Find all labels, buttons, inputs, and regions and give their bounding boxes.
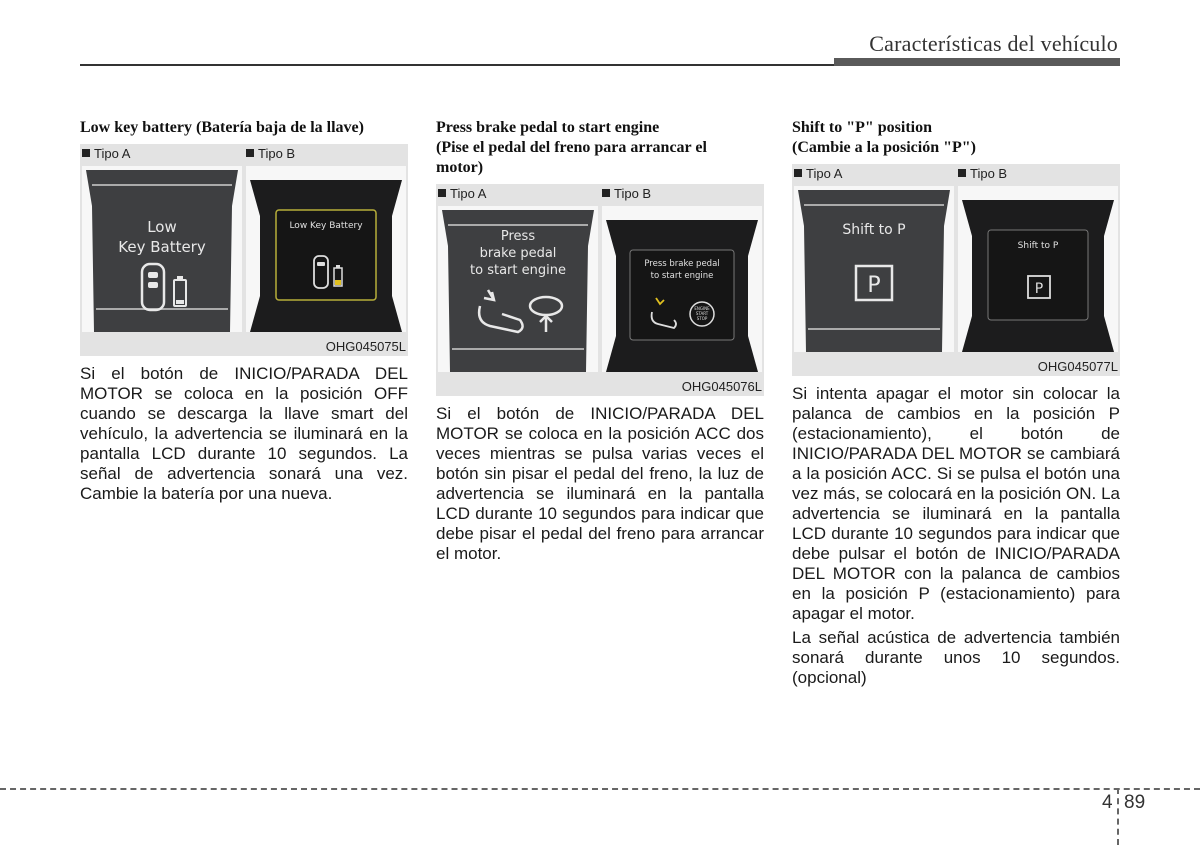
cluster-display-type-b: [602, 206, 762, 372]
body-paragraph: Si el botón de INICIO/PARADA DEL MOTOR se coloca en la posición ACC dos veces mientras se pulsa varias veces el botón sin pisar el pedal del freno, la luz de advertencia se iluminará en la pantalla LCD durante 10 segundos para indicar que debe pisar el pedal del freno para arrancar el motor.: [436, 404, 764, 563]
figure-label-type-b: Tipo B: [246, 146, 295, 161]
figure-label-type-b: Tipo B: [958, 166, 1007, 181]
figure-label-type-a: Tipo A: [438, 186, 486, 201]
section-shift-to-p: [792, 118, 1120, 688]
svg-text:P: P: [1034, 281, 1044, 297]
section-low-key-battery: [80, 118, 408, 504]
page-header-title: Características del vehículo: [869, 31, 1118, 56]
screen-text: Press brake pedal: [644, 259, 720, 269]
section-press-brake-pedal: [436, 118, 764, 564]
screen-text: brake pedal: [479, 246, 557, 261]
cluster-display-type-b: [958, 186, 1118, 352]
figure-low-key-battery: [80, 144, 408, 356]
footer-rule: [0, 788, 1200, 790]
screen-text: Key Battery: [118, 238, 206, 256]
cluster-display-type-a: [82, 166, 242, 332]
cluster-display-type-a: [794, 186, 954, 352]
cluster-display-type-b: [246, 166, 406, 332]
heading-line: Press brake pedal to start engine: [436, 119, 660, 136]
screen-text: Low Key Battery: [289, 221, 363, 231]
body-paragraph: La señal acústica de advertencia también sonará durante unos 10 segundos. (opcional): [792, 628, 1120, 687]
heading-line: (Pise el pedal del freno para arrancar el: [436, 139, 707, 156]
header-rule-accent: [834, 58, 1120, 66]
figure-label-type-a: Tipo A: [82, 146, 130, 161]
figure-code: OHG045077L: [1037, 359, 1118, 374]
figure-label-type-b: Tipo B: [602, 186, 651, 201]
screen-text: to start engine: [470, 263, 566, 278]
section-heading: [80, 118, 408, 138]
section-heading: [436, 118, 764, 178]
page-number: 89: [1124, 792, 1146, 813]
footer-divider: [1117, 788, 1119, 845]
screen-text: to start engine: [650, 271, 714, 281]
svg-text:STOP: STOP: [696, 316, 708, 321]
figure-code: OHG045076L: [681, 379, 762, 394]
body-paragraph: Si intenta apagar el motor sin colocar la palanca de cambios en la posición P (estacionamiento), el botón de INICIO/PARADA DEL MOTOR se cambiará a la posición ACC. Si se pulsa el botón una vez más, se colocará en la posición ON. La advertencia se iluminará en la pantalla LCD durante 10 segundos para indicar que debe pulsar el botón de INICIO/PARADA DEL MOTOR con la palanca de cambios en la posición P (estacionamiento) para apagar el motor.: [792, 384, 1120, 623]
screen-text: Shift to P: [1017, 241, 1059, 251]
figure-label-type-a: Tipo A: [794, 166, 842, 181]
figure-press-brake-pedal: [436, 184, 764, 396]
screen-text: Press: [500, 229, 536, 244]
figure-shift-to-p: [792, 164, 1120, 376]
screen-text: Shift to P: [842, 222, 906, 238]
heading-line: Low key battery (Batería baja de la llave): [80, 119, 364, 136]
heading-line: (Cambie a la posición "P"): [792, 139, 976, 156]
screen-text: Low: [147, 218, 177, 236]
chapter-number: 4: [1102, 792, 1113, 813]
heading-line: Shift to "P" position: [792, 119, 933, 136]
body-paragraph: Si el botón de INICIO/PARADA DEL MOTOR se coloca en la posición OFF cuando se descarga la llave smart del vehículo, la advertencia se iluminará en la pantalla LCD durante 10 segundos. La señal de advertencia sonará una vez. Cambie la batería por una nueva.: [80, 364, 408, 503]
svg-text:ENGINE: ENGINE: [694, 306, 710, 311]
cluster-display-type-a: [438, 206, 598, 372]
heading-line: motor): [436, 159, 484, 176]
section-heading: [792, 118, 1120, 158]
svg-text:P: P: [867, 273, 881, 298]
figure-code: OHG045075L: [325, 339, 406, 354]
svg-text:START: START: [695, 311, 709, 316]
